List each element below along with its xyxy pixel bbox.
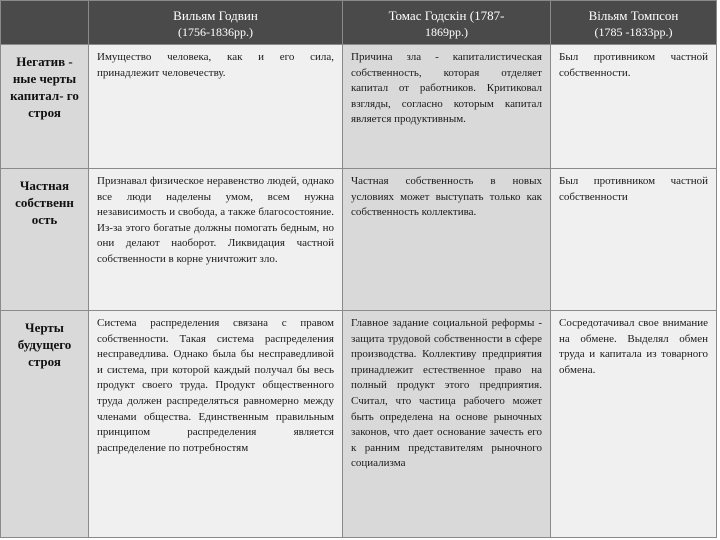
cell-text: Сосредотачивал свое внимание на обмене. Выделял обмен труда и капитала из товарного обмена. xyxy=(559,317,708,376)
table-cell xyxy=(551,311,717,538)
table-row xyxy=(1,311,717,538)
table-cell xyxy=(551,169,717,311)
cell-text: Был противником частной собственности. xyxy=(559,51,708,79)
cell-text: Был противником частной собственности xyxy=(559,175,708,203)
header-hodgskin-name: Томас Годскін (1787- xyxy=(388,8,505,23)
table-cell xyxy=(343,311,551,538)
table-cell xyxy=(89,169,343,311)
header-thompson xyxy=(551,1,717,45)
header-row xyxy=(1,1,717,45)
table-row xyxy=(1,169,717,311)
table-cell xyxy=(89,45,343,169)
table-cell xyxy=(89,311,343,538)
header-hodgskin xyxy=(343,1,551,45)
header-thompson-years: (1785 -1833рр.) xyxy=(594,25,673,39)
header-hodgskin-years: 1869рр.) xyxy=(425,25,468,39)
row-label-future-system xyxy=(1,311,89,538)
header-godwin-name: Вильям Годвин xyxy=(173,8,258,23)
header-godwin-years: (1756-1836рр.) xyxy=(178,25,253,39)
cell-text: Главное задание социальной реформы - защита трудовой собственности в сфере производства. Коллективу предприятия принадлежит естественное право на полный продукт этого предприятия. Считал, что частица рабочего может быть определена на основе рыночных законов, что дает основание зачесть его к ранним представителям рыночного социализма xyxy=(351,317,542,470)
table-cell xyxy=(343,169,551,311)
cell-text: Причина зла - капиталистическая собственность, которая отделяет капитал от работников. Критиковал взгляды, согласно которым капитал является продуктивным. xyxy=(351,51,542,126)
cell-text: Признавал физическое неравенство людей, однако все люди наделены умом, всем нужна независимость и свобода, а также благосостояние. Из-за этого богатые должны помогать бедным, но они делают наоборот. Ликвидация частной собственности в корне уничтожит зло. xyxy=(97,175,334,265)
row-label-negative-traits xyxy=(1,45,89,169)
row-label-text: Негатив - ные черты капитал- го строя xyxy=(10,54,79,120)
table-cell xyxy=(551,45,717,169)
header-thompson-name: Вільям Томпсон xyxy=(588,8,679,23)
header-empty-cell xyxy=(1,1,89,45)
row-label-private-property xyxy=(1,169,89,311)
row-label-text: Черты будущего строя xyxy=(17,320,72,369)
table-cell xyxy=(343,45,551,169)
cell-text: Имущество человека, как и его сила, принадлежит человечеству. xyxy=(97,51,334,79)
cell-text: Система распределения связана с правом собственности. Такая система распределения несправедлива. Однако была бы несправедливой и система, при которой каждый получал бы весь продукт своего труда. Продукт общественного труда должен распределяться равномерно между членами общества. Единственным правильным принципом распределения является распределение по потребностям xyxy=(97,317,334,454)
row-label-text: Частная собственн ость xyxy=(15,178,74,227)
table-row xyxy=(1,45,717,169)
header-godwin xyxy=(89,1,343,45)
cell-text: Частная собственность в новых условиях может выступать только как собственность коллектива. xyxy=(351,175,542,219)
